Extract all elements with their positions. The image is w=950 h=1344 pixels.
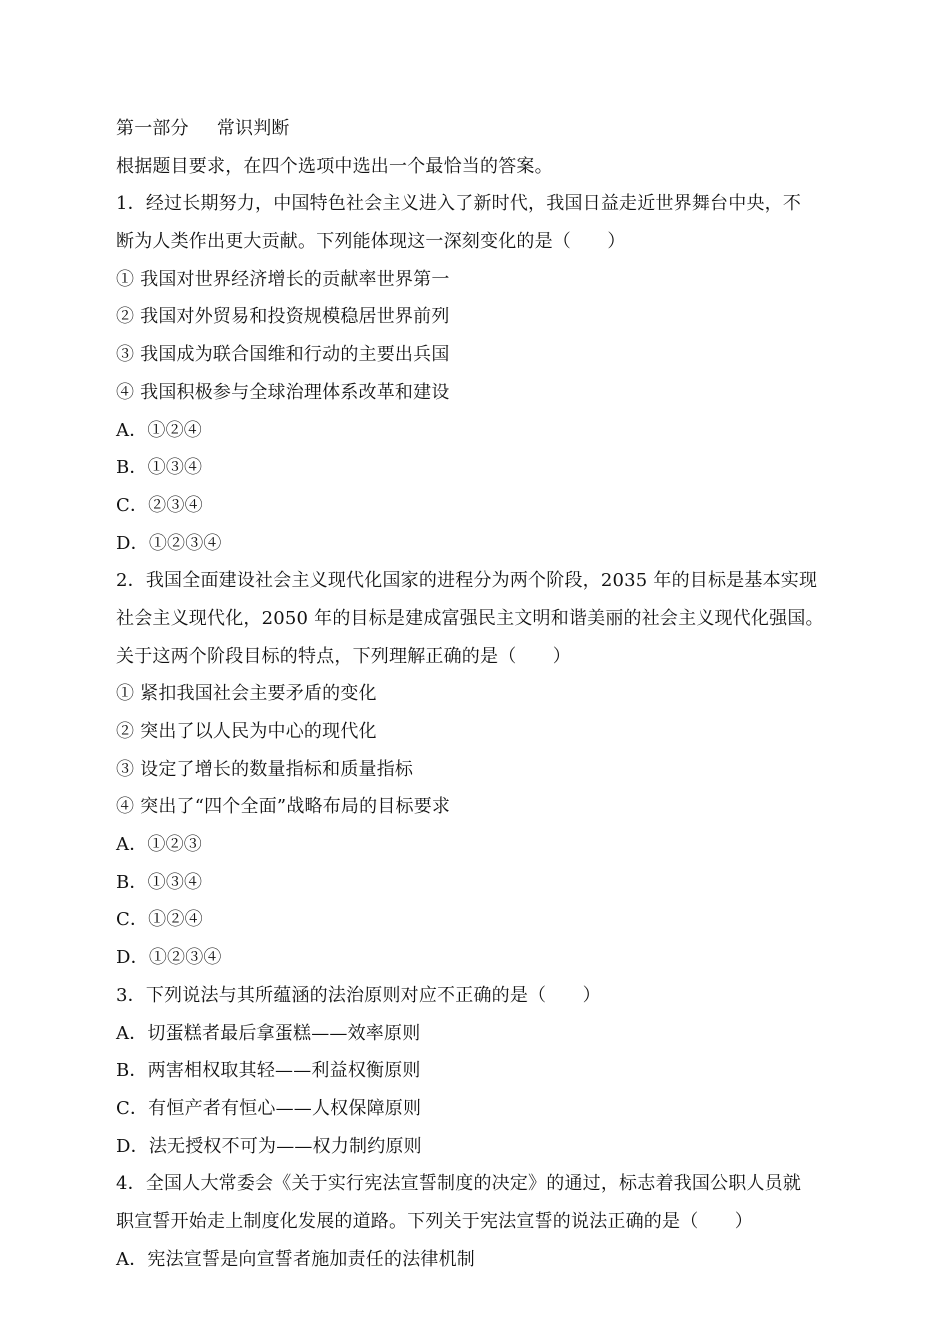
question-stem-line: 关于这两个阶段目标的特点，下列理解正确的是（ ） — [116, 645, 571, 667]
question-2 — [116, 562, 836, 977]
statement-item: ③ 设定了增长的数量指标和质量指标 — [116, 758, 414, 780]
statement-item: ④ 我国积极参与全球治理体系改革和建设 — [116, 381, 450, 403]
answer-option: B．①③④ — [116, 871, 203, 893]
answer-option: A．①②③ — [116, 834, 202, 856]
answer-option: D．①②③④ — [116, 947, 222, 969]
question-1 — [116, 185, 836, 562]
answer-option: C．有恒产者有恒心——人权保障原则 — [116, 1097, 422, 1119]
statement-item: ② 我国对外贸易和投资规模稳居世界前列 — [116, 306, 450, 328]
section-name: 常识判断 — [216, 118, 290, 139]
document-page — [116, 110, 836, 1278]
section-title — [116, 110, 836, 148]
statement-item: ① 紧扣我国社会主要矛盾的变化 — [116, 683, 377, 705]
instruction-text: 根据题目要求，在四个选项中选出一个最恰当的答案。 — [116, 155, 553, 177]
answer-option: B．①③④ — [116, 457, 203, 479]
answer-option: C．②③④ — [116, 494, 203, 516]
statement-item: ② 突出了以人民为中心的现代化 — [116, 721, 377, 742]
question-stem-line: 3．下列说法与其所蕴涵的法治原则对应不正确的是（ ） — [116, 984, 601, 1006]
answer-option: B．两害相权取其轻——利益权衡原则 — [116, 1060, 421, 1082]
statement-item: ① 我国对世界经济增长的贡献率世界第一 — [116, 268, 450, 290]
statement-item: ④ 突出了“四个全面”战略布局的目标要求 — [116, 796, 451, 818]
answer-option: C．①②④ — [116, 909, 203, 931]
question-4 — [116, 1165, 836, 1278]
question-stem-line: 职宣誓开始走上制度化发展的道路。下列关于宪法宣誓的说法正确的是（ ） — [116, 1210, 753, 1232]
section-part: 第一部分 — [116, 118, 189, 139]
answer-option: A．宪法宣誓是向宣誓者施加责任的法律机制 — [116, 1248, 475, 1270]
question-stem-line: 2．我国全面建设社会主义现代化国家的进程分为两个阶段，2035 年的目标是基本实现 — [116, 570, 818, 592]
question-stem-line: 社会主义现代化，2050 年的目标是建成富强民主文明和谐美丽的社会主义现代化强国。 — [116, 607, 824, 629]
question-stem-line: 4．全国人大常委会《关于实行宪法宣誓制度的决定》的通过，标志着我国公职人员就 — [116, 1173, 802, 1195]
answer-option: A．切蛋糕者最后拿蛋糕——效率原则 — [116, 1022, 421, 1044]
statement-item: ③ 我国成为联合国维和行动的主要出兵国 — [116, 344, 450, 366]
answer-option: D．法无授权不可为——权力制约原则 — [116, 1135, 422, 1157]
question-stem-line: 断为人类作出更大贡献。下列能体现这一深刻变化的是（ ） — [116, 231, 626, 253]
question-stem-line: 1．经过长期努力，中国特色社会主义进入了新时代，我国日益走近世界舞台中央，不 — [116, 193, 802, 215]
answer-option: D．①②③④ — [116, 532, 222, 554]
question-3 — [116, 977, 836, 1165]
answer-option: A．①②④ — [116, 419, 202, 441]
